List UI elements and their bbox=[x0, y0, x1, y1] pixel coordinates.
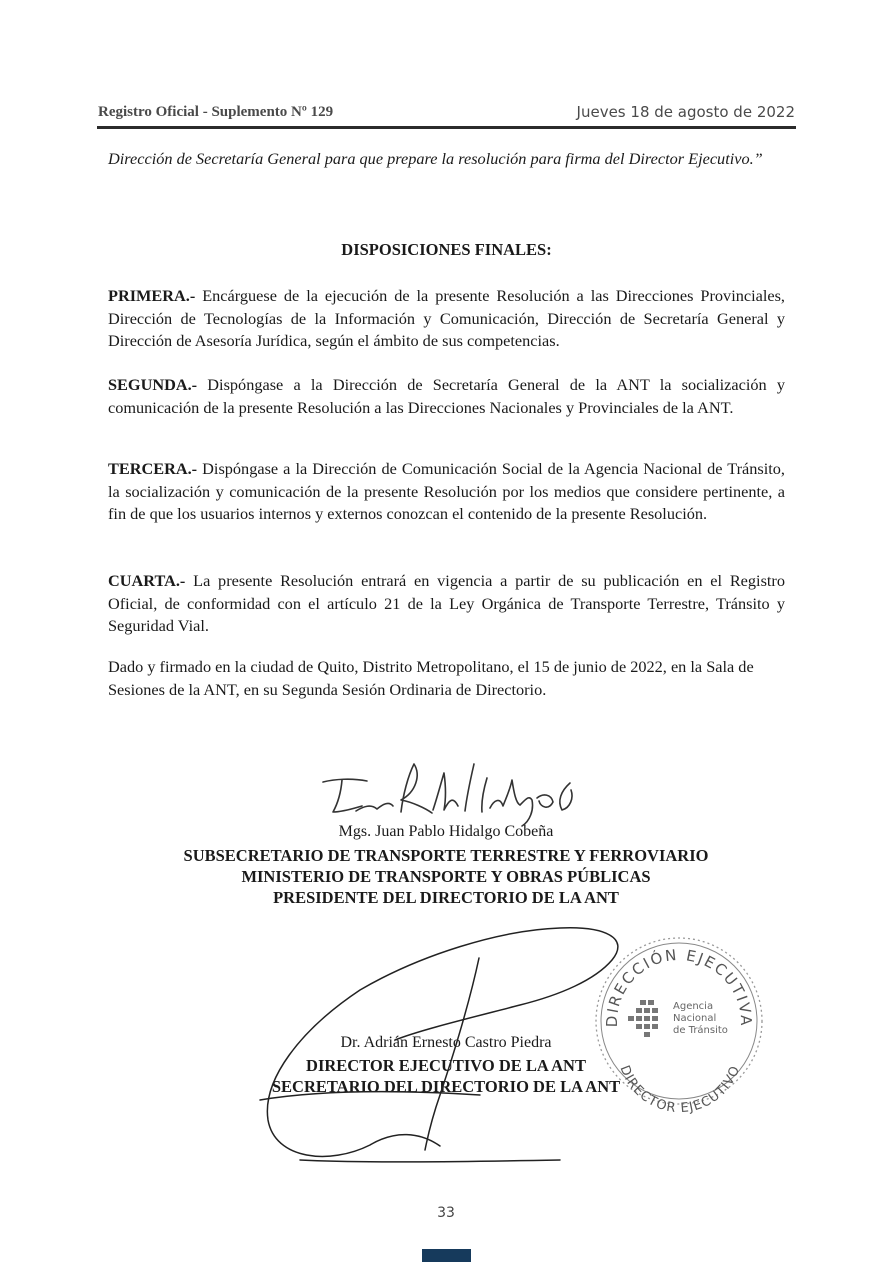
signatory-2-title: DIRECTOR EJECUTIVO DE LA ANT bbox=[306, 1056, 586, 1075]
closing-paragraph: Dado y firmado en la ciudad de Quito, Distrito Metropolitano, el 15 de junio de 2022, en la Sala de Sesiones de la ANT, en su Segunda Sesión Ordinaria de Directorio. bbox=[108, 657, 754, 699]
signatory-1-title: SUBSECRETARIO DE TRANSPORTE TERRESTRE Y FERROVIARIO bbox=[183, 846, 709, 865]
stamp-logo-line: Agencia bbox=[673, 1001, 714, 1012]
provision-lead: SEGUNDA.- bbox=[108, 375, 198, 394]
provision-lead: TERCERA.- bbox=[108, 459, 198, 478]
stamp-logo-line: de Tránsito bbox=[673, 1025, 728, 1036]
publication-title: Registro Oficial - Suplemento Nº 129 bbox=[98, 104, 334, 120]
stamp-logo-line: Nacional bbox=[673, 1013, 717, 1024]
provision-text: Dispóngase a la Dirección de Comunicación Social de la Agencia Nacional de Tránsito, la socialización y comunicación de la presente Resolución por los medios que considere pertinente, a fin de que los usuarios internos y externos conozcan el contenido de la presente Resolución. bbox=[108, 459, 785, 523]
provision-lead: CUARTA.- bbox=[108, 571, 186, 590]
provision-text: Dispóngase a la Dirección de Secretaría General de la ANT la socialización y comunicación de la presente Resolución a las Direcciones Nacionales y Provinciales de la ANT. bbox=[108, 375, 785, 417]
stamp-bottom-text: DIRECTOR EJECUTIVO bbox=[616, 1063, 744, 1117]
page-number: 33 bbox=[437, 1205, 455, 1221]
provision-text: Encárguese de la ejecución de la presente Resolución a las Direcciones Provinciales, Dirección de Tecnologías de la Información y Comunicación, Dirección de Secretaría General y Dirección de Asesoría Jurídica, según el ámbito de sus competencias. bbox=[108, 286, 785, 350]
signatory-1-name: Mgs. Juan Pablo Hidalgo Cobeña bbox=[338, 823, 554, 840]
section-title: DISPOSICIONES FINALES: bbox=[341, 240, 552, 259]
footer-accent-bar bbox=[422, 1249, 471, 1262]
signatory-2-title: SECRETARIO DEL DIRECTORIO DE LA ANT bbox=[271, 1077, 621, 1096]
signatory-2-name: Dr. Adrián Ernesto Castro Piedra bbox=[340, 1034, 552, 1051]
signatory-1-title: PRESIDENTE DEL DIRECTORIO DE LA ANT bbox=[273, 888, 619, 907]
signatory-1-title: MINISTERIO DE TRANSPORTE Y OBRAS PÚBLICAS bbox=[241, 867, 651, 886]
stamp-top-text: DIRECCIÓN EJECUTIVA bbox=[602, 945, 756, 1028]
publication-date: Jueves 18 de agosto de 2022 bbox=[576, 103, 795, 121]
provision-lead: PRIMERA.- bbox=[108, 286, 196, 305]
intro-paragraph: Dirección de Secretaría General para que prepare la resolución para firma del Director Ejecutivo.” bbox=[108, 149, 763, 168]
provision-text: La presente Resolución entrará en vigencia a partir de su publicación en el Registro Oficial, de conformidad con el artículo 21 de la Ley Orgánica de Transporte Terrestre, Tránsito y Seguridad Vial. bbox=[108, 571, 785, 635]
